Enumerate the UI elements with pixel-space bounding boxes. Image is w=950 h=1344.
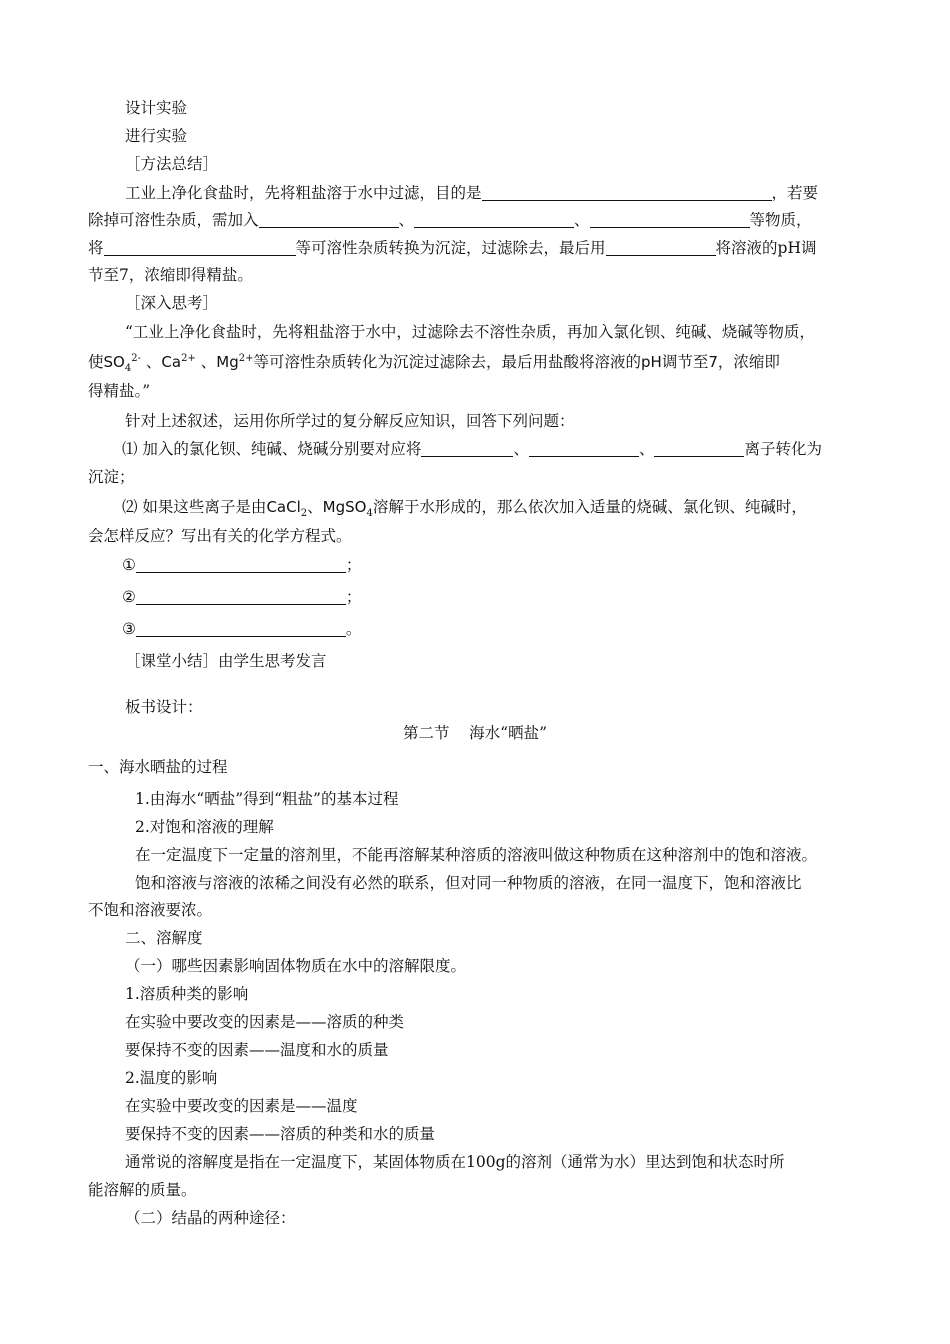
- calcium-chloride-formula: CaCl: [266, 498, 301, 516]
- class-summary: ［课堂小结］由学生思考发言: [125, 652, 327, 670]
- para1-text-b: ，若要: [771, 184, 819, 202]
- task-instruction: 针对上述叙述，运用你所学过的复分解反应知识，回答下列问题：: [125, 412, 575, 430]
- equation-marker: ③: [122, 620, 136, 638]
- factor-2-variable: 在实验中要改变的因素是——温度: [125, 1097, 358, 1115]
- equation-2: [122, 587, 361, 607]
- sulfate-charge: 2-: [131, 352, 141, 364]
- factor-2-heading: 2.温度的影响: [125, 1069, 218, 1087]
- factor-1-constant: 要保持不变的因素——温度和水的质量: [125, 1041, 389, 1059]
- section-title: 第二节 海水“晒盐”: [402, 724, 548, 742]
- factor-1-variable: 在实验中要改变的因素是——溶质的种类: [125, 1013, 405, 1031]
- question1-line2: 沉淀；: [88, 468, 135, 486]
- quote-separator: 、: [195, 353, 217, 371]
- para1-text-d: 、: [398, 211, 415, 229]
- question1-text: ⑴ 加入的氯化钡、纯碱、烧碱分别要对应将: [122, 440, 422, 458]
- answer-blank-impurities[interactable]: [104, 239, 296, 256]
- equation-end: 。: [345, 620, 362, 638]
- sulfate-subscript: 4: [124, 363, 132, 375]
- para1-line2: [88, 210, 812, 230]
- question1-text: 离子转化为: [744, 440, 822, 458]
- answer-blank-reagent-2[interactable]: [414, 211, 574, 228]
- heading-2-2: （二）结晶的两种途径：: [125, 1209, 296, 1227]
- conduct-line: 进行实验: [125, 127, 188, 145]
- factor-1-heading: 1.溶质种类的影响: [125, 985, 249, 1003]
- method-summary-heading: ［方法总结］: [125, 155, 219, 173]
- para1-text-f: 等物质，: [749, 211, 812, 229]
- saturated-solution-definition: 在一定温度下一定量的溶剂里，不能再溶解某种溶质的溶液叫做这种物质在这种溶剂中的饱和溶液。: [135, 846, 818, 864]
- quote-line2: [88, 352, 780, 375]
- heading-1-2: 2.对饱和溶液的理解: [135, 818, 274, 836]
- answer-blank-equation-1[interactable]: [136, 556, 346, 573]
- quote-line3: 得精盐。”: [88, 382, 151, 400]
- quote-line1: “工业上净化食盐时，先将粗盐溶于水中，过滤除去不溶性杂质，再加入氯化钡、纯碱、烧碱等物质，: [125, 323, 815, 341]
- quote-text: ，浓缩即: [717, 353, 780, 371]
- equation-3: [122, 619, 361, 639]
- answer-blank-reagent-1[interactable]: [259, 211, 399, 228]
- equation-end: ；: [345, 556, 362, 574]
- equation-marker: ②: [122, 588, 136, 606]
- question2-text: 溶解于水形成的，那么依次加入适量的烧碱、氯化钡、纯碱时，: [372, 498, 807, 516]
- para1-text-h: 等可溶性杂质转换为沉淀，过滤除去，最后用: [295, 239, 606, 257]
- quote-separator: 、: [140, 353, 162, 371]
- calcium-formula: Ca: [161, 353, 182, 371]
- question1-separator: 、: [638, 440, 655, 458]
- para1-text-g: 将: [88, 239, 104, 257]
- para1-line4: 节至7，浓缩即得精盐。: [88, 266, 253, 284]
- saturated-solution-note-line1: 饱和溶液与溶液的浓稀之间没有必然的联系，但对同一种物质的溶液，在同一温度下，饱和溶液比: [135, 874, 802, 892]
- para1-text-c: 除掉可溶性杂质，需加入: [88, 211, 259, 229]
- quote-text: 使: [88, 353, 104, 371]
- question1-separator: 、: [513, 440, 529, 458]
- question2-line1: [122, 497, 807, 520]
- deep-think-heading: ［深入思考］: [125, 294, 219, 312]
- sulfate-formula: SO: [103, 353, 125, 371]
- calcium-charge: 2+: [181, 352, 196, 364]
- magnesium-charge: 2+: [238, 352, 254, 364]
- para1-line3: [88, 238, 816, 258]
- equation-end: ；: [345, 588, 362, 606]
- heading-1: 一、海水晒盐的过程: [88, 758, 228, 776]
- para1-line1: [125, 183, 818, 203]
- heading-2-1: （一）哪些因素影响固体物质在水中的溶解限度。: [125, 957, 467, 975]
- solubility-definition-line2: 能溶解的质量。: [88, 1181, 197, 1199]
- answer-blank-filter-purpose[interactable]: [482, 184, 772, 201]
- quote-text: 等可溶性杂质转化为沉淀过滤除去，最后用盐酸将溶液的: [253, 353, 641, 371]
- design-line: 设计实验: [125, 99, 188, 117]
- answer-blank-equation-3[interactable]: [136, 620, 346, 637]
- answer-blank-reagent-3[interactable]: [590, 211, 750, 228]
- answer-blank-equation-2[interactable]: [136, 588, 346, 605]
- ph-value: 7: [708, 353, 718, 371]
- para1-text-e: 、: [574, 211, 590, 229]
- equation-1: [122, 555, 361, 575]
- equation-marker: ①: [122, 556, 136, 574]
- board-design-label: 板书设计：: [125, 698, 203, 716]
- magnesium-sulfate-formula: MgSO: [322, 498, 367, 516]
- question2-separator: 、: [307, 498, 323, 516]
- ph-label: pH: [641, 353, 662, 371]
- question1-line1: [122, 439, 822, 459]
- factor-2-constant: 要保持不变的因素——溶质的种类和水的质量: [125, 1125, 436, 1143]
- quote-text: 调节至: [661, 353, 709, 371]
- answer-blank-acid[interactable]: [606, 239, 716, 256]
- answer-blank-ion-1[interactable]: [421, 440, 513, 457]
- heading-2: 二、溶解度: [125, 929, 203, 947]
- para1-text-i: 将溶液的pH调: [715, 239, 817, 257]
- question2-line2: 会怎样反应？写出有关的化学方程式。: [88, 527, 352, 545]
- magnesium-sulfate-subscript: 4: [366, 508, 373, 520]
- magnesium-formula: Mg: [216, 353, 239, 371]
- answer-blank-ion-3[interactable]: [654, 440, 744, 457]
- question2-text: ⑵ 如果这些离子是由: [122, 498, 267, 516]
- heading-1-1: 1.由海水“晒盐”得到“粗盐”的基本过程: [135, 790, 399, 808]
- solubility-definition-line1: 通常说的溶解度是指在一定温度下，某固体物质在100g的溶剂（通常为水）里达到饱和状态时所: [125, 1153, 785, 1171]
- para1-text-a: 工业上净化食盐时，先将粗盐溶于水中过滤，目的是: [125, 184, 482, 202]
- answer-blank-ion-2[interactable]: [529, 440, 639, 457]
- calcium-chloride-subscript: 2: [300, 508, 308, 520]
- saturated-solution-note-line2: 不饱和溶液要浓。: [88, 901, 213, 919]
